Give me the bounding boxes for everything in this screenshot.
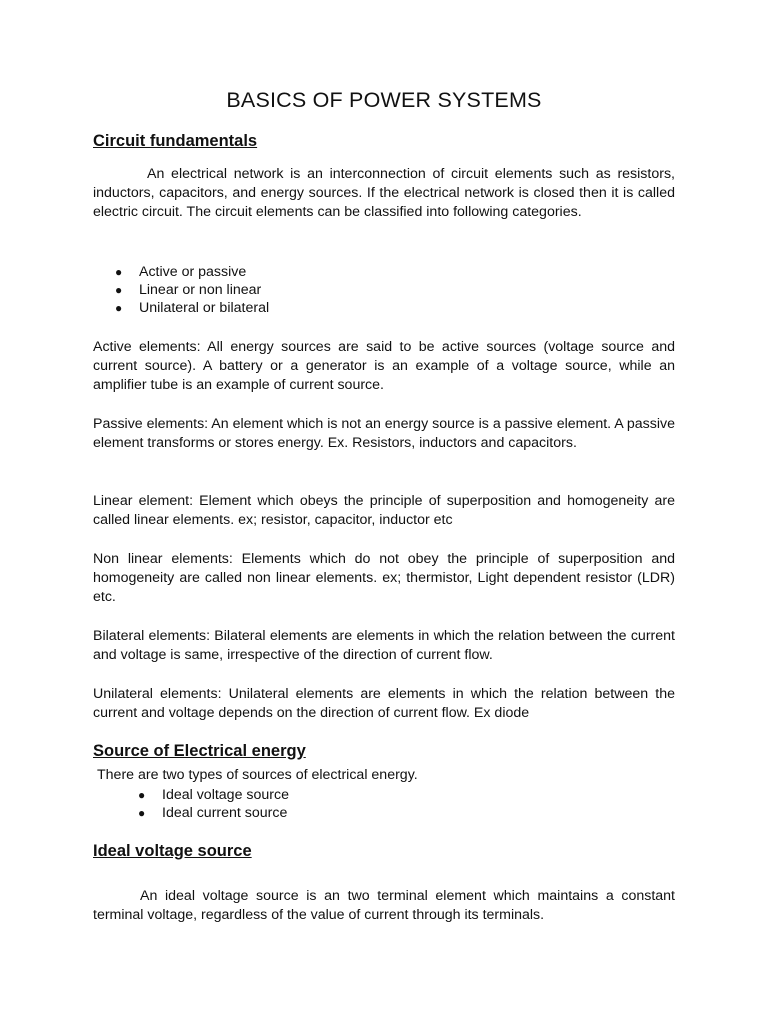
list-item-text: Unilateral or bilateral: [139, 300, 270, 317]
list-item: [138, 804, 289, 822]
bullet-icon: ●: [138, 788, 146, 802]
ideal-voltage-source-paragraph: An ideal voltage source is an two terminal element which maintains a constant terminal voltage, regardless of the value of current through its terminals.: [93, 888, 675, 924]
bullet-icon: ●: [115, 301, 123, 316]
list-item: [115, 281, 269, 299]
bullet-icon: ●: [115, 283, 123, 298]
source-types-list: [138, 786, 289, 822]
list-item: [138, 786, 289, 804]
list-item-text: Active or passive: [139, 264, 247, 280]
linear-element-paragraph: Linear element: Element which obeys the principle of superposition and homogeneity are called linear elements. ex; resistor, capacitor, inductor etc: [93, 493, 675, 529]
list-item: [115, 263, 269, 281]
section-heading-circuit-fundamentals: Circuit fundamentals: [93, 132, 258, 150]
sources-lead-text: There are two types of sources of electrical energy.: [97, 767, 418, 783]
unilateral-elements-paragraph: Unilateral elements: Unilateral elements are elements in which the relation between the current and voltage depends on the direction of current flow. Ex diode: [93, 686, 675, 722]
bilateral-elements-paragraph: Bilateral elements: Bilateral elements are elements in which the relation between the current and voltage is same, irrespective of the direction of current flow.: [93, 628, 675, 664]
element-categories-list: [115, 263, 270, 318]
bullet-icon: ●: [115, 265, 123, 279]
bullet-icon: ●: [138, 806, 146, 821]
intro-paragraph: An electrical network is an interconnection of circuit elements such as resistors, inductors, capacitors, and energy sources. If the electrical network is closed then it is called electric circuit. The circuit elements can be classified into following categories.: [93, 166, 675, 221]
list-item: [115, 299, 270, 317]
passive-elements-paragraph: Passive elements: An element which is not an energy source is a passive element. A passive element transforms or stores energy. Ex. Resistors, inductors and capacitors.: [93, 416, 675, 452]
active-elements-paragraph: Active elements: All energy sources are said to be active sources (voltage source and current source). A battery or a generator is an example of a voltage source, while an amplifier tube is an example of current source.: [93, 339, 675, 394]
list-item-text: Ideal voltage source: [162, 787, 289, 803]
list-item-text: Ideal current source: [162, 805, 288, 822]
nonlinear-elements-paragraph: Non linear elements: Elements which do not obey the principle of superposition and homogeneity are called non linear elements. ex; thermistor, Light dependent resistor (LDR) etc.: [93, 551, 675, 606]
list-item-text: Linear or non linear: [139, 282, 262, 299]
section-heading-ideal-voltage-source: Ideal voltage source: [93, 842, 252, 860]
document-title: BASICS OF POWER SYSTEMS: [226, 88, 542, 112]
section-heading-source-of-electrical-energy: Source of Electrical energy: [93, 742, 306, 760]
